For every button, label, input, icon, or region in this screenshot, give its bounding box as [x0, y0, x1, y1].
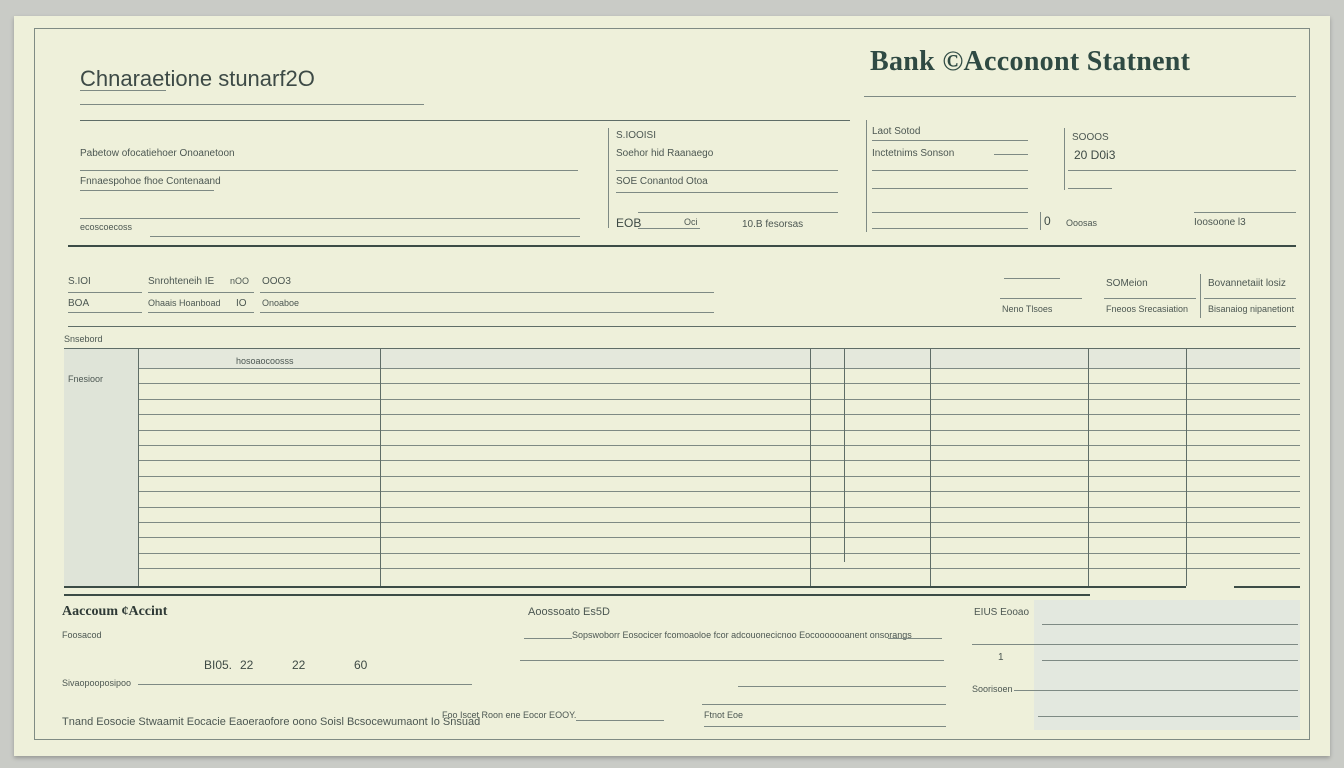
right-footer-rule-c — [1042, 660, 1298, 661]
info-line-2: Fnnaespohoe fhoe Contenaand — [80, 176, 221, 187]
account-sub: Foosacod — [62, 630, 102, 640]
signature-line — [138, 684, 472, 685]
table-row-line — [138, 537, 1300, 538]
right-value-2: 20 D0i3 — [1074, 148, 1116, 162]
mid-footer-rule-g — [704, 726, 946, 727]
mid-line-3c: 10.B fesorsas — [742, 219, 804, 230]
mid-line-1: Soehor hid Raanaego — [616, 148, 714, 159]
mid-footer-rule-b — [888, 638, 942, 639]
sec2-left-a: S.IOI — [68, 276, 91, 287]
right-tick — [1040, 212, 1041, 230]
table-bottom-rule — [64, 586, 1186, 588]
sec2-left-b: BOA — [68, 298, 90, 309]
sec2-right-d: Bovannetaiit losiz — [1208, 278, 1286, 289]
footer-note: Tnand Eosocie Stwaamit Eocacie Eaoeraofore oono Soisl Bcsocewumaont Io Snsuad — [62, 716, 481, 728]
table-col-line-6 — [1088, 348, 1089, 586]
header-rule-right — [864, 96, 1296, 97]
divider-far-right — [1064, 128, 1065, 190]
sec2-rule-d — [148, 312, 254, 313]
sec2-right-a: Neno Tlsoes — [1002, 304, 1053, 314]
account-num-3: 22 — [292, 658, 306, 672]
subtitle-underline — [80, 90, 166, 91]
right-rule-3 — [872, 188, 1028, 189]
right-footer-rule-e — [1038, 716, 1298, 717]
header-rule-full — [80, 120, 850, 121]
table-col-line-7 — [1186, 348, 1187, 586]
divider-mid — [608, 128, 609, 228]
right-rule-1 — [872, 140, 1028, 141]
right-footer-title: EIUS Eooao — [974, 607, 1030, 618]
table-row-line — [138, 460, 1300, 461]
form-subtitle: Chnaraetione stunarf2O — [80, 66, 315, 91]
right-rule-2 — [872, 170, 1028, 171]
account-num-4: 60 — [354, 658, 368, 672]
info-line-3: ecoscoecoss — [80, 222, 133, 232]
table-row-line — [138, 522, 1300, 523]
account-num-2: 22 — [240, 658, 254, 672]
right-footer-num: 1 — [998, 652, 1004, 663]
statement-sheet — [14, 16, 1330, 756]
table-row-line — [138, 476, 1300, 477]
right-rule-7 — [1068, 188, 1112, 189]
mid-line-3b: Oci — [684, 217, 698, 227]
table-row-line — [138, 430, 1300, 431]
account-title: Aaccoum ¢Accint — [62, 604, 168, 619]
table-row-line — [138, 491, 1300, 492]
table-col-line-5 — [930, 348, 931, 586]
mid-line-3a: EOB — [616, 216, 642, 230]
right-end-b: Ioosoone l3 — [1194, 217, 1246, 228]
mid-rule-3b — [638, 228, 700, 229]
sec2-right-c: Fneoos Srecasiation — [1106, 304, 1189, 314]
mid-footer-rule-d — [738, 686, 946, 687]
sec2-col2-a: OOO3 — [262, 276, 291, 287]
right-rule-4 — [872, 212, 1028, 213]
right-footer-rule-b — [972, 644, 1298, 645]
right-line-1: Laot Sotod — [872, 126, 921, 137]
right-footer-shade — [1034, 600, 1300, 730]
table-col-header: hosoaocoosss — [236, 356, 294, 366]
table-row-line — [138, 553, 1300, 554]
sec2-col1-c: nOO — [230, 276, 250, 286]
right-label-2: SOOOS — [1072, 132, 1109, 143]
sec2-rule-b — [68, 312, 142, 313]
table-col-line-2 — [380, 348, 381, 586]
sec2-rule-e — [260, 292, 714, 293]
sec2-divider — [1200, 274, 1201, 318]
table-col-line-1 — [138, 348, 139, 586]
mid-label: S.IOOISI — [616, 130, 657, 141]
info-rule-4 — [150, 236, 580, 237]
table-side-label: Fnesioor — [68, 374, 104, 384]
right-zero: 0 — [1044, 214, 1051, 228]
info-line-1: Pabetow ofocatiehoer Onoanetoon — [80, 148, 235, 159]
table-header-shade — [138, 348, 1300, 368]
sec2-rule-g — [1004, 278, 1060, 279]
right-line-2: Inctetnims Sonson — [872, 148, 955, 159]
right-rule-2a — [994, 154, 1028, 155]
mid-footer-sig: Foo Iscet Roon ene Eocor EOOY. — [442, 710, 577, 720]
mid-footer-rule-c — [520, 660, 944, 661]
sec2-right-e: Bisanaiog nipanetiont — [1208, 304, 1295, 314]
right-footer-label: Soorisoen — [972, 684, 1013, 694]
right-rule-5 — [872, 228, 1028, 229]
table-top-rule — [64, 348, 1300, 349]
right-footer-rule-d — [1014, 690, 1298, 691]
sec2-col1-d: IO — [236, 298, 247, 309]
divider-right — [866, 120, 867, 232]
mid-footer-rule-a — [524, 638, 572, 639]
sec2-rule-c — [148, 292, 254, 293]
section-divider-1 — [68, 245, 1296, 247]
sec2-right-b: SOMeion — [1106, 278, 1148, 289]
table-caption: Snsebord — [64, 334, 103, 344]
mid-rule-2 — [616, 192, 838, 193]
section-divider-2 — [68, 326, 1296, 327]
table-row-line — [138, 414, 1300, 415]
table-row-line — [138, 507, 1300, 508]
mid-footer-title: Aoossoato Es5D — [528, 606, 610, 618]
sec2-col1-a: Snrohteneih IE — [148, 276, 215, 287]
mid-footer-sig2: Ftnot Eoe — [704, 710, 744, 720]
mid-footer-line: Sopswoborr Eosocicer fcomoaoloe fcor adcouonecicnoo Eocooooooanent onsorangs — [572, 630, 912, 640]
header-rule-left — [80, 104, 424, 105]
sec2-rule-i — [1104, 298, 1196, 299]
mid-footer-rule-f — [576, 720, 664, 721]
mid-rule-3 — [638, 212, 838, 213]
signature-label: Sivaopooposipoo — [62, 678, 132, 688]
mid-rule-1 — [616, 170, 838, 171]
info-rule-3 — [80, 218, 580, 219]
table-bottom-rule-2 — [64, 594, 1090, 596]
right-end-a: Ooosas — [1066, 218, 1098, 228]
mid-line-2: SOE Conantod Otoa — [616, 176, 708, 187]
mid-footer-rule-e — [702, 704, 946, 705]
table-row-line — [138, 445, 1300, 446]
info-rule-1 — [80, 170, 578, 171]
table-col-line-3 — [810, 348, 811, 586]
sec2-rule-h — [1000, 298, 1082, 299]
table-row-line — [138, 383, 1300, 384]
statement-title: Bank ©Acconont Statnent — [870, 46, 1191, 77]
sec2-rule-f — [260, 312, 714, 313]
table-bottom-rule-right — [1234, 586, 1300, 588]
right-footer-rule-a — [1042, 624, 1298, 625]
table-row-line — [138, 399, 1300, 400]
right-rule-8 — [1194, 212, 1296, 213]
table-col-line-4 — [844, 348, 845, 562]
sec2-col1-b: Ohaais Hoanboad — [148, 298, 221, 308]
sec2-rule-a — [68, 292, 142, 293]
table-row-line — [138, 568, 1300, 569]
sec2-rule-j — [1204, 298, 1296, 299]
right-rule-6 — [1068, 170, 1296, 171]
info-rule-2a — [80, 190, 214, 191]
account-num-1: BI05. — [204, 658, 233, 672]
table-row-line — [138, 368, 1300, 369]
sec2-col2-b: Onoaboe — [262, 298, 300, 308]
